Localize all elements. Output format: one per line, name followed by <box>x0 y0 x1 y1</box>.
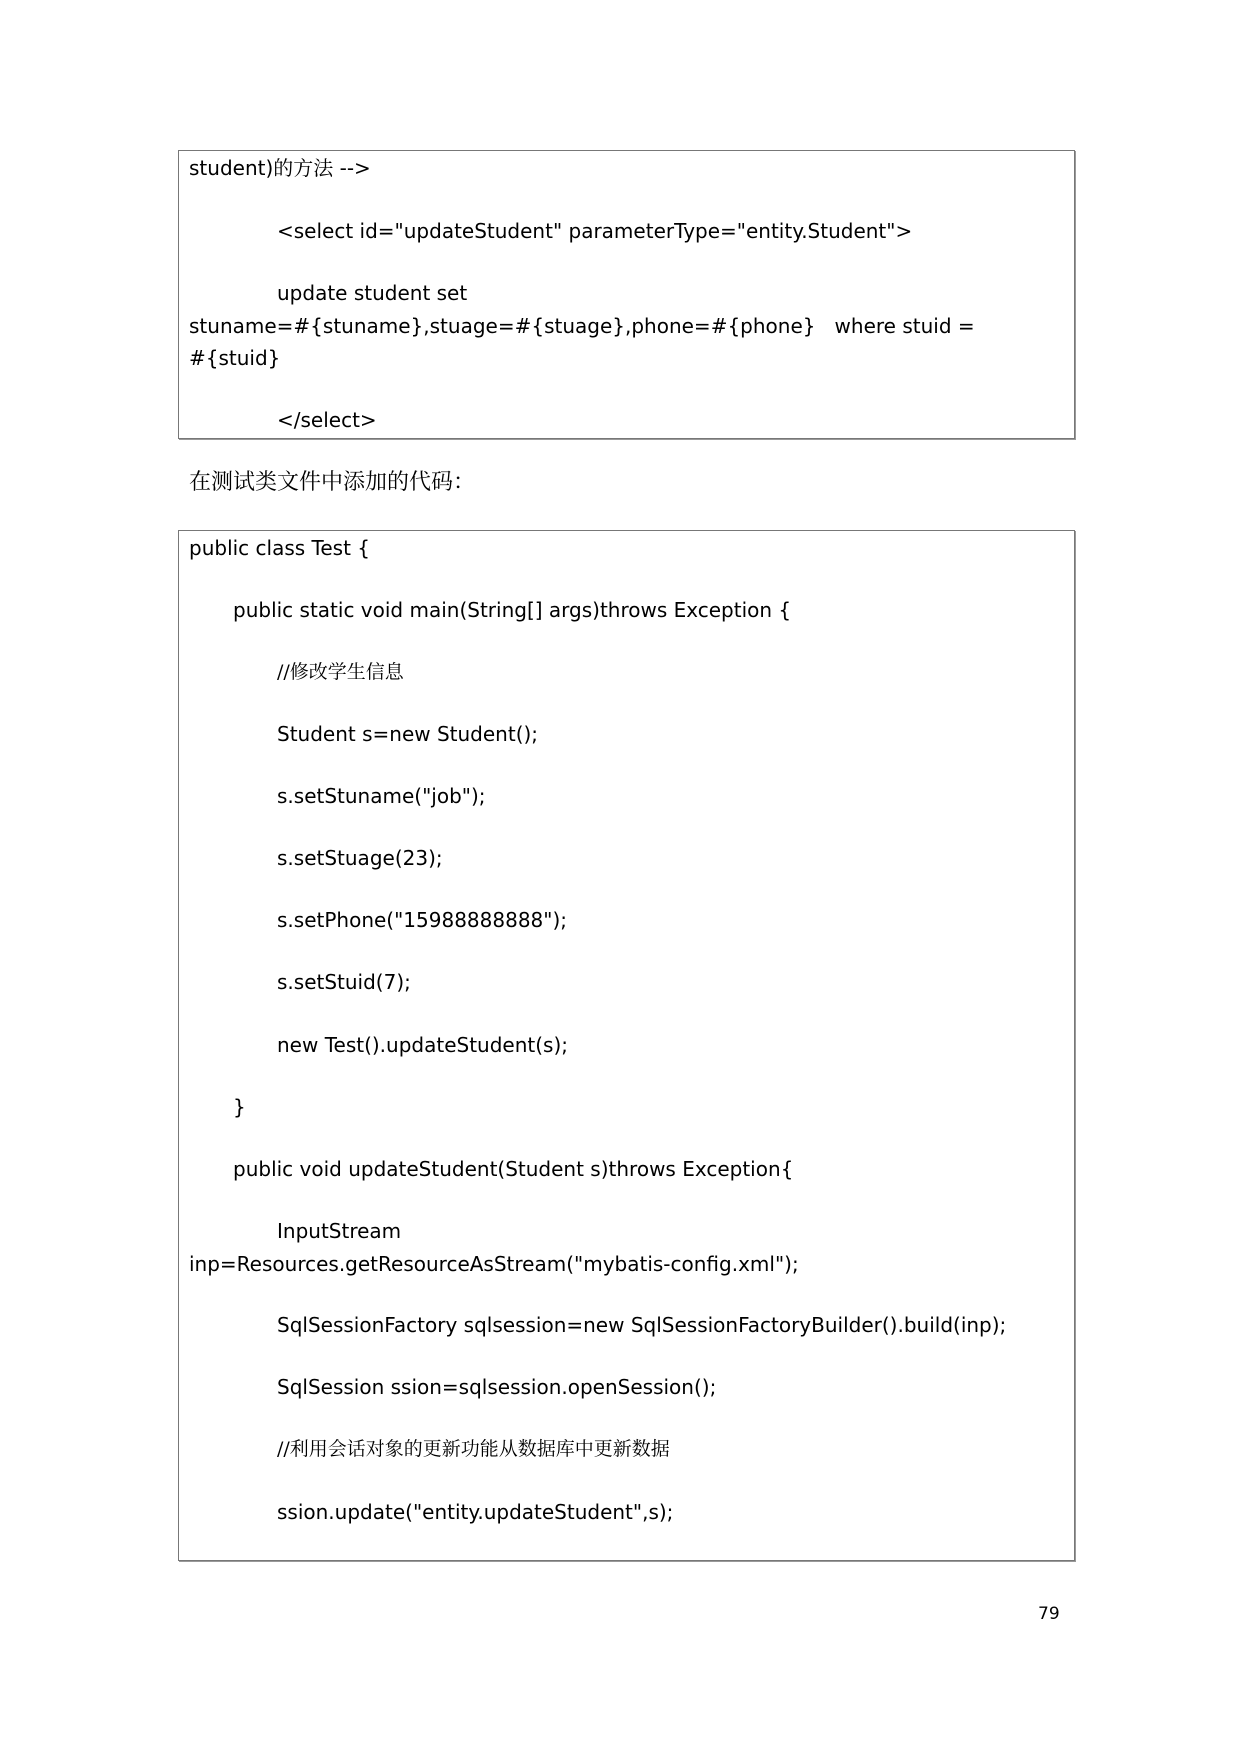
code-line: #{stuid} <box>189 346 281 370</box>
code-line: public class Test { <box>189 536 371 560</box>
code-comment: //修改学生信息 <box>277 661 404 683</box>
code-line: public void updateStudent(Student s)throws Exception{ <box>233 1157 794 1181</box>
code-line: ssion.update("entity.updateStudent",s); <box>277 1500 674 1524</box>
code-line: s.setStuname("job"); <box>277 784 486 808</box>
code-line: s.setStuage(23); <box>277 846 443 870</box>
code-line: SqlSessionFactory sqlsession=new SqlSessionFactoryBuilder().build(inp); <box>277 1313 1007 1337</box>
code-line: public static void main(String[] args)throws Exception { <box>233 598 792 622</box>
code-line: s.setStuid(7); <box>277 970 411 994</box>
page-number: 79 <box>1038 1604 1060 1624</box>
code-line: InputStream <box>277 1219 402 1243</box>
code-comment: //利用会话对象的更新功能从数据库中更新数据 <box>277 1438 670 1460</box>
code-line: </select> <box>277 408 377 432</box>
code-line: student)的方法 --> <box>189 156 371 180</box>
code-line: } <box>233 1095 246 1119</box>
code-line: s.setPhone("15988888888"); <box>277 908 568 932</box>
code-line: SqlSession ssion=sqlsession.openSession(); <box>277 1375 717 1399</box>
code-line: Student s=new Student(); <box>277 722 539 746</box>
code-line: new Test().updateStudent(s); <box>277 1033 569 1057</box>
code-line: update student set <box>277 281 468 305</box>
code-line: inp=Resources.getResourceAsStream("mybatis-config.xml"); <box>189 1252 799 1276</box>
code-line: stuname=#{stuname},stuage=#{stuage},phone=#{phone} where stuid = <box>189 314 975 338</box>
section-heading: 在测试类文件中添加的代码： <box>189 470 476 495</box>
code-line: <select id="updateStudent" parameterType="entity.Student"> <box>277 219 913 243</box>
